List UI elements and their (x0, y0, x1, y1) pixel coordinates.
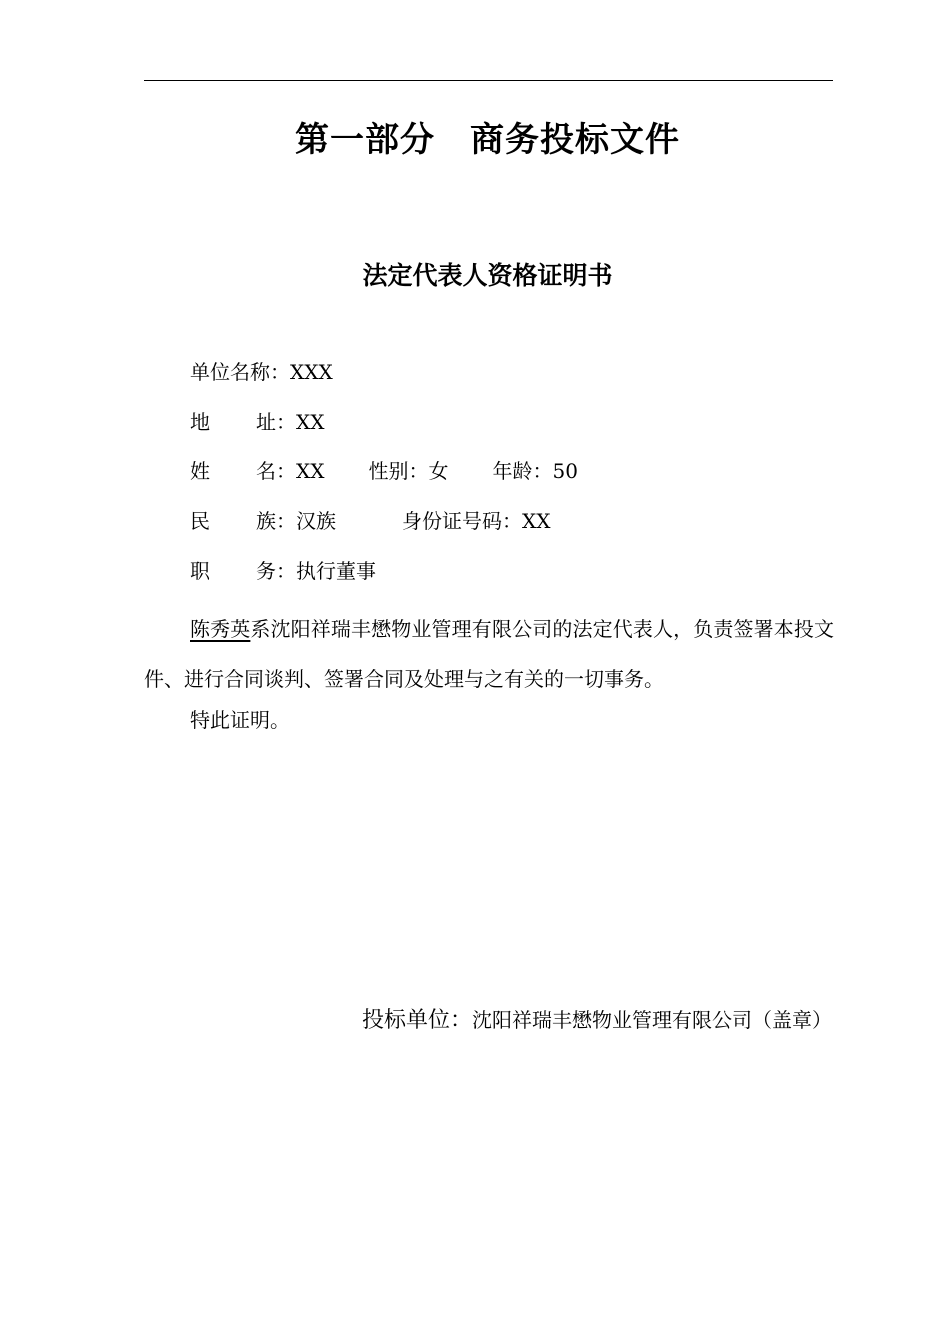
name-value: XX (296, 459, 325, 483)
signature-line (362, 1005, 832, 1036)
position-label-second: 务： (256, 559, 296, 583)
ethnicity-row (190, 507, 550, 535)
statement-text: 系沈阳祥瑞丰懋物业管理有限公司的法定代表人，负责签署本投文件、进行合同谈判、签署合同及处理与之有关的一切事务。 (144, 617, 835, 691)
representative-name: 陈秀英 (190, 617, 251, 641)
age-value: 50 (552, 459, 578, 483)
unit-name-row (190, 358, 333, 386)
unit-name-value: XXX (290, 360, 333, 384)
ethnicity-value: 汉族 (296, 509, 336, 533)
signature-company: 沈阳祥瑞丰懋物业管理有限公司（盖章） (472, 1008, 832, 1032)
id-number-label: 身份证号码： (402, 509, 522, 533)
closing-line: 特此证明。 (190, 708, 290, 732)
ethnicity-label-second: 族： (256, 509, 296, 533)
address-value: XX (296, 410, 325, 434)
position-row (190, 557, 376, 585)
ethnicity-label-first: 民 (190, 509, 210, 533)
address-row (190, 408, 324, 436)
document-title: 法定代表人资格证明书 (362, 261, 613, 290)
signature-label: 投标单位： (361, 1008, 472, 1033)
address-label-first: 地 (190, 410, 210, 434)
position-value: 执行董事 (296, 559, 376, 583)
header-rule (144, 80, 833, 81)
name-label-second: 名： (256, 459, 296, 483)
position-label-first: 职 (190, 559, 210, 583)
statement-paragraph (144, 604, 834, 704)
gender-label: 性别： (368, 459, 429, 483)
name-label-first: 姓 (190, 459, 210, 483)
name-row (190, 457, 578, 485)
id-number-value: XX (522, 509, 551, 533)
address-label-second: 址： (256, 410, 296, 434)
unit-name-label: 单位名称： (190, 360, 290, 384)
gender-value: 女 (428, 459, 449, 483)
part-title: 第一部分 商务投标文件 (295, 120, 680, 160)
age-label: 年龄： (492, 459, 553, 483)
